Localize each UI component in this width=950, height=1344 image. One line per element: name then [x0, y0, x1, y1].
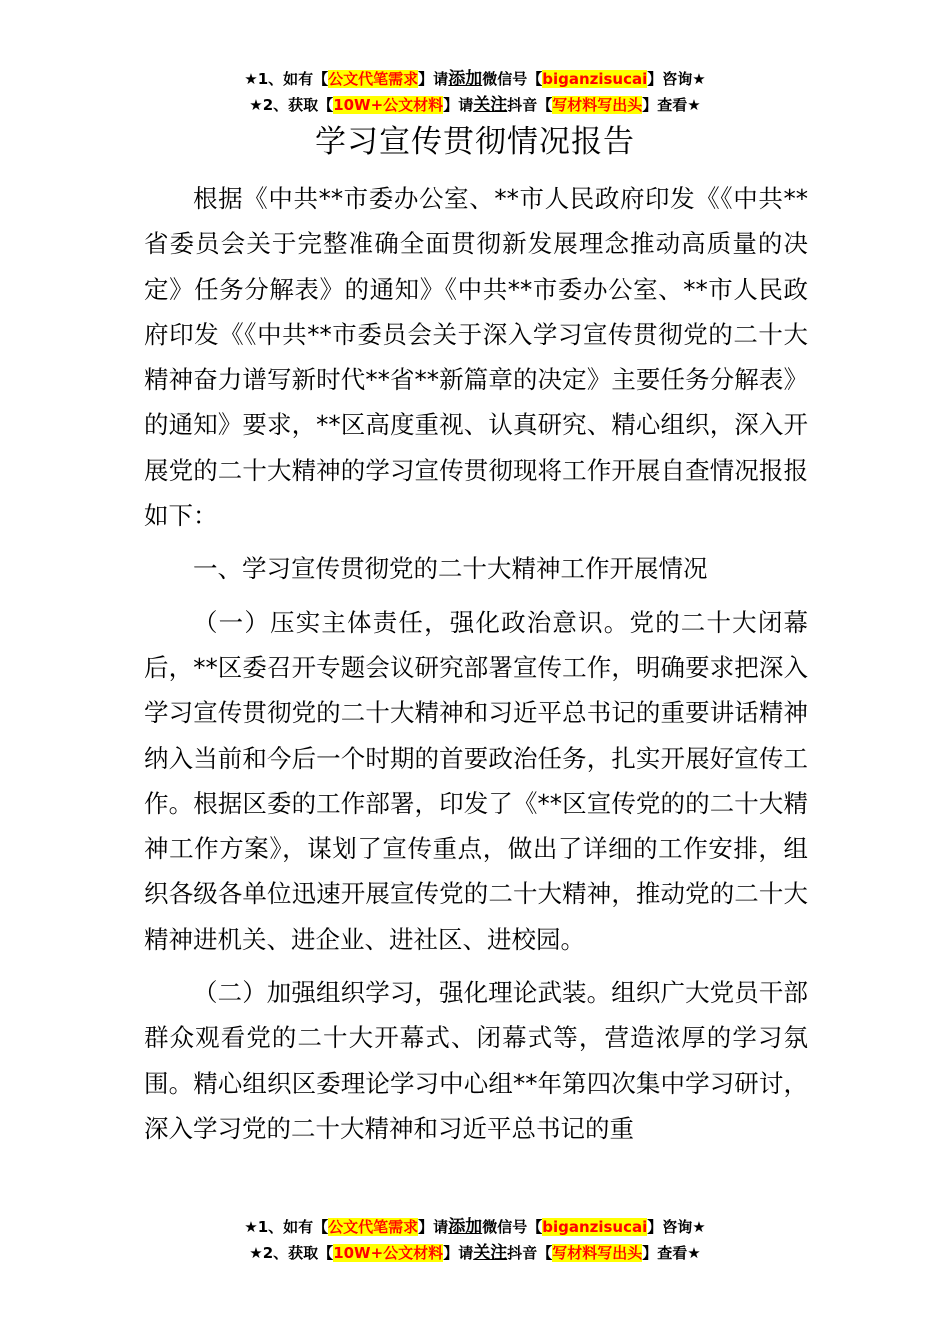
banner-line-1-mid2: 微信号【: [482, 1218, 543, 1236]
body-paragraph: （一）压实主体责任，强化政治意识。党的二十大闭幕后，**区委召开专题会议研究部署宣传工作，明确要求把深入学习宣传贯彻党的二十大精神和习近平总书记的重要讲话精神纳入当前和今后一个时期的首要政治任务，扎实开展好宣传工作。根据区委的工作部署，印发了《**区宣传党的的二十大精神工作方案》，谋划了宣传重点，做出了详细的工作安排，组织各级各单位迅速开展宣传党的二十大精神，推动党的二十大精神进机关、进企业、进社区、进校园。: [144, 607, 808, 954]
wechat-id-highlight: biganzisucai: [542, 1218, 648, 1236]
body-paragraph: （二）加强组织学习，强化理论武装。组织广大党员干部群众观看党的二十大开幕式、闭幕式等，营造浓厚的学习氛围。精心组织区委理论学习中心组**年第四次集中学习研讨，深入学习党的二十大精神和习近平总书记的重: [144, 978, 808, 1143]
document-body: [144, 176, 808, 1159]
service-highlight: 公文代笔需求: [328, 70, 419, 88]
banner-line-2-prefix: ★2、获取【: [249, 96, 334, 114]
banner-line-1-prefix: ★1、如有【: [244, 70, 329, 88]
follow-emphasis: 关注: [473, 1243, 508, 1263]
banner-line-1: [0, 66, 950, 92]
banner-line-1-mid: 】请: [418, 70, 449, 88]
banner-line-2: [0, 1240, 950, 1266]
add-emphasis: 添加: [448, 69, 483, 89]
douyin-id-highlight: 写材料写出头: [552, 96, 643, 114]
banner-line-1: [0, 1214, 950, 1240]
banner-line-2-mid2: 抖音【: [507, 1244, 553, 1262]
document-title: 学习宣传贯彻情况报告: [315, 124, 635, 160]
intro-paragraph: 根据《中共**市委办公室、**市人民政府印发《《中共**省委员会关于完整准确全面贯彻新发展理念推动高质量的决定》任务分解表》的通知》《中共**市委办公室、**市人民政府印发《《中共**市委员会关于深入学习宣传贯彻党的二十大精神奋力谱写新时代**省**新篇章的决定》主要任务分解表》的通知》要求，**区高度重视、认真研究、精心组织，深入开展党的二十大精神的学习宣传贯彻现将工作开展自查情况报报如下：: [144, 184, 808, 531]
header-banner: [0, 66, 950, 118]
add-emphasis: 添加: [448, 1217, 483, 1237]
banner-line-1-prefix: ★1、如有【: [244, 1218, 329, 1236]
douyin-id-highlight: 写材料写出头: [552, 1244, 643, 1262]
banner-line-1-mid: 】请: [418, 1218, 449, 1236]
materials-highlight: 10W+公文材料: [333, 1244, 444, 1262]
banner-line-1-mid2: 微信号【: [482, 70, 543, 88]
service-highlight: 公文代笔需求: [328, 1218, 419, 1236]
section-heading: 一、学习宣传贯彻党的二十大精神工作开展情况: [193, 554, 708, 584]
footer-banner: [0, 1214, 950, 1266]
banner-line-1-suffix: 】咨询★: [647, 1218, 706, 1236]
wechat-id-highlight: biganzisucai: [542, 70, 648, 88]
banner-line-2: [0, 92, 950, 118]
follow-emphasis: 关注: [473, 95, 508, 115]
materials-highlight: 10W+公文材料: [333, 96, 444, 114]
banner-line-2-prefix: ★2、获取【: [249, 1244, 334, 1262]
banner-line-2-mid2: 抖音【: [507, 96, 553, 114]
banner-line-2-suffix: 】查看★: [642, 96, 701, 114]
banner-line-2-suffix: 】查看★: [642, 1244, 701, 1262]
banner-line-1-suffix: 】咨询★: [647, 70, 706, 88]
banner-line-2-mid: 】请: [443, 96, 474, 114]
banner-line-2-mid: 】请: [443, 1244, 474, 1262]
